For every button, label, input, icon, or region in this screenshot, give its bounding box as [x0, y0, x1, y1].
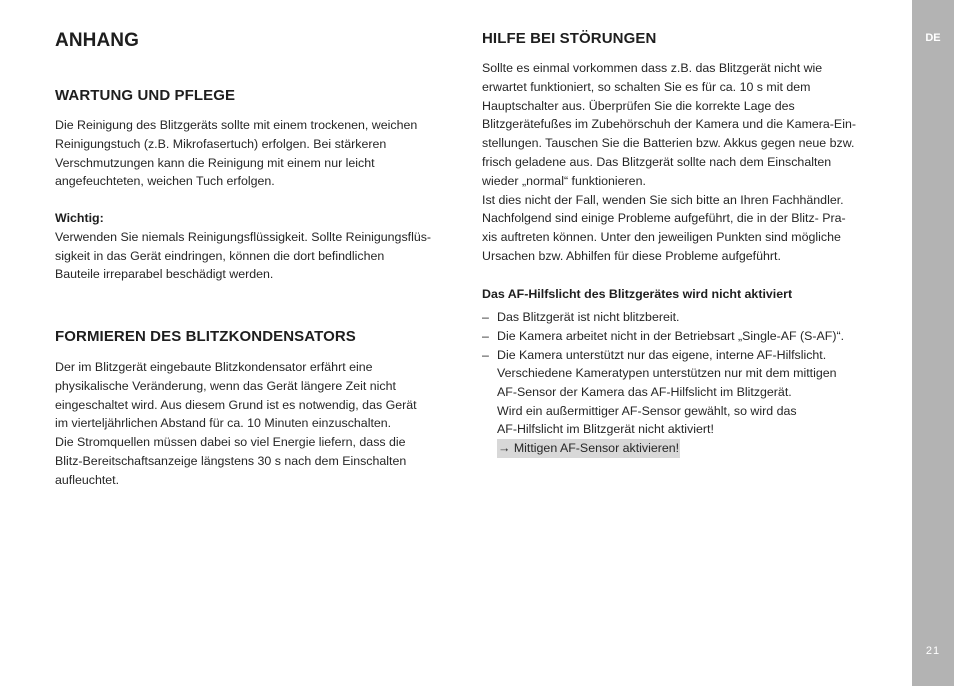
troubleshooting-line: erwartet funktioniert, so schalten Sie es für ca. 10 s mit dem [482, 79, 811, 94]
capacitor-line: im vierteljährlichen Abstand für ca. 10 Minuten einzuschalten. [55, 416, 392, 431]
capacitor-line: Blitz-Bereitschaftsanzeige längstens 30 s nach dem Einschalten [55, 453, 407, 468]
capacitor-line: Die Stromquellen müssen dabei so viel Energie liefern, dass die [55, 435, 406, 450]
list-item [482, 327, 844, 346]
continuation-line: Verschiedene Kameratypen unterstützen nur mit dem mittigen [497, 366, 837, 380]
capacitor-heading: FORMIEREN DES BLITZKONDENSATORS [55, 328, 356, 345]
troubleshooting-text [482, 59, 856, 266]
capacitor-line: eingeschaltet wird. Aus diesem Grund ist es notwendig, das Gerät [55, 397, 417, 412]
page-number: 21 [925, 645, 941, 657]
capacitor-line: Der im Blitzgerät eingebaute Blitzkondensator erfährt eine [55, 360, 373, 374]
bullet-continuation [482, 364, 837, 458]
dash-marker: – [482, 347, 489, 362]
troubleshooting-line: wieder „normal“ funktionieren. [482, 173, 646, 188]
troubleshooting-heading: HILFE BEI STÖRUNGEN [482, 30, 657, 47]
troubleshooting-line: Ist dies nicht der Fall, wenden Sie sich bitte an Ihren Fachhändler. [482, 192, 844, 207]
troubleshooting-line: Nachfolgend sind einige Probleme aufgeführt, die in der Blitz- Pra- [482, 211, 846, 226]
troubleshooting-line: stellungen. Tauschen Sie die Batterien bzw. Akkus gegen neue bzw. [482, 136, 855, 151]
maintenance-line: angefeuchteten, weichen Tuch erfolgen. [55, 174, 275, 189]
important-label: Wichtig: [55, 211, 104, 225]
maintenance-heading: WARTUNG UND PFLEGE [55, 87, 236, 104]
language-tab: DE [925, 32, 941, 44]
list-item-text: Die Kamera arbeitet nicht in der Betriebsart „Single-AF (S-AF)“. [497, 328, 845, 343]
capacitor-text [55, 358, 417, 490]
remedy-highlight: → Mittigen AF-Sensor aktivieren! [497, 439, 680, 458]
af-assist-heading: Das AF-Hilfslicht des Blitzgerätes wird nicht aktiviert [482, 287, 793, 301]
cause-list [482, 308, 844, 364]
list-item-text: Das Blitzgerät ist nicht blitzbereit. [497, 310, 680, 324]
troubleshooting-line: Blitzgerätefußes im Zubehörschuh der Kamera und die Kamera-Ein- [482, 117, 856, 132]
troubleshooting-line: Sollte es einmal vorkommen dass z.B. das Blitzgerät nicht wie [482, 61, 823, 75]
maintenance-text [55, 116, 417, 191]
capacitor-line: aufleuchtet. [55, 472, 120, 487]
maintenance-line: Die Reinigung des Blitzgeräts sollte mit einem trockenen, weichen [55, 118, 418, 132]
continuation-line: Wird ein außermittiger AF-Sensor gewählt, so wird das [497, 403, 797, 418]
troubleshooting-line: Hauptschalter aus. Überprüfen Sie die korrekte Lage des [482, 98, 795, 113]
troubleshooting-line: Ursachen bzw. Abhilfen für diese Probleme aufgeführt. [482, 248, 781, 263]
page-title: ANHANG [55, 30, 139, 51]
continuation-line: AF-Sensor der Kamera das AF-Hilfslicht im Blitzgerät. [497, 384, 792, 399]
troubleshooting-line: xis auftreten können. Unter den jeweiligen Punkten sind mögliche [482, 230, 841, 245]
list-item [482, 346, 844, 365]
important-line: Bauteile irreparabel beschädigt werden. [55, 267, 274, 282]
maintenance-line: Verschmutzungen kann die Reinigung mit einem nur leicht [55, 155, 375, 170]
important-line: Verwenden Sie niemals Reinigungsflüssigkeit. Sollte Reinigungsflüs- [55, 229, 432, 244]
troubleshooting-line: frisch geladene aus. Das Blitzgerät sollte nach dem Einschalten [482, 154, 832, 169]
dash-marker: – [482, 328, 489, 343]
continuation-line: AF-Hilfslicht im Blitzgerät nicht aktiviert! [497, 422, 714, 437]
important-note [55, 209, 431, 284]
list-item-text: Die Kamera unterstützt nur das eigene, interne AF-Hilfslicht. [497, 347, 827, 362]
maintenance-line: Reinigungstuch (z.B. Mikrofasertuch) erfolgen. Bei stärkeren [55, 136, 387, 151]
language-sidebar [912, 0, 954, 686]
dash-marker: – [482, 310, 489, 324]
list-item [482, 308, 844, 327]
important-line: sigkeit in das Gerät eindringen, können die dort befindlichen [55, 248, 385, 263]
capacitor-line: physikalische Veränderung, wenn das Gerät längere Zeit nicht [55, 378, 396, 393]
